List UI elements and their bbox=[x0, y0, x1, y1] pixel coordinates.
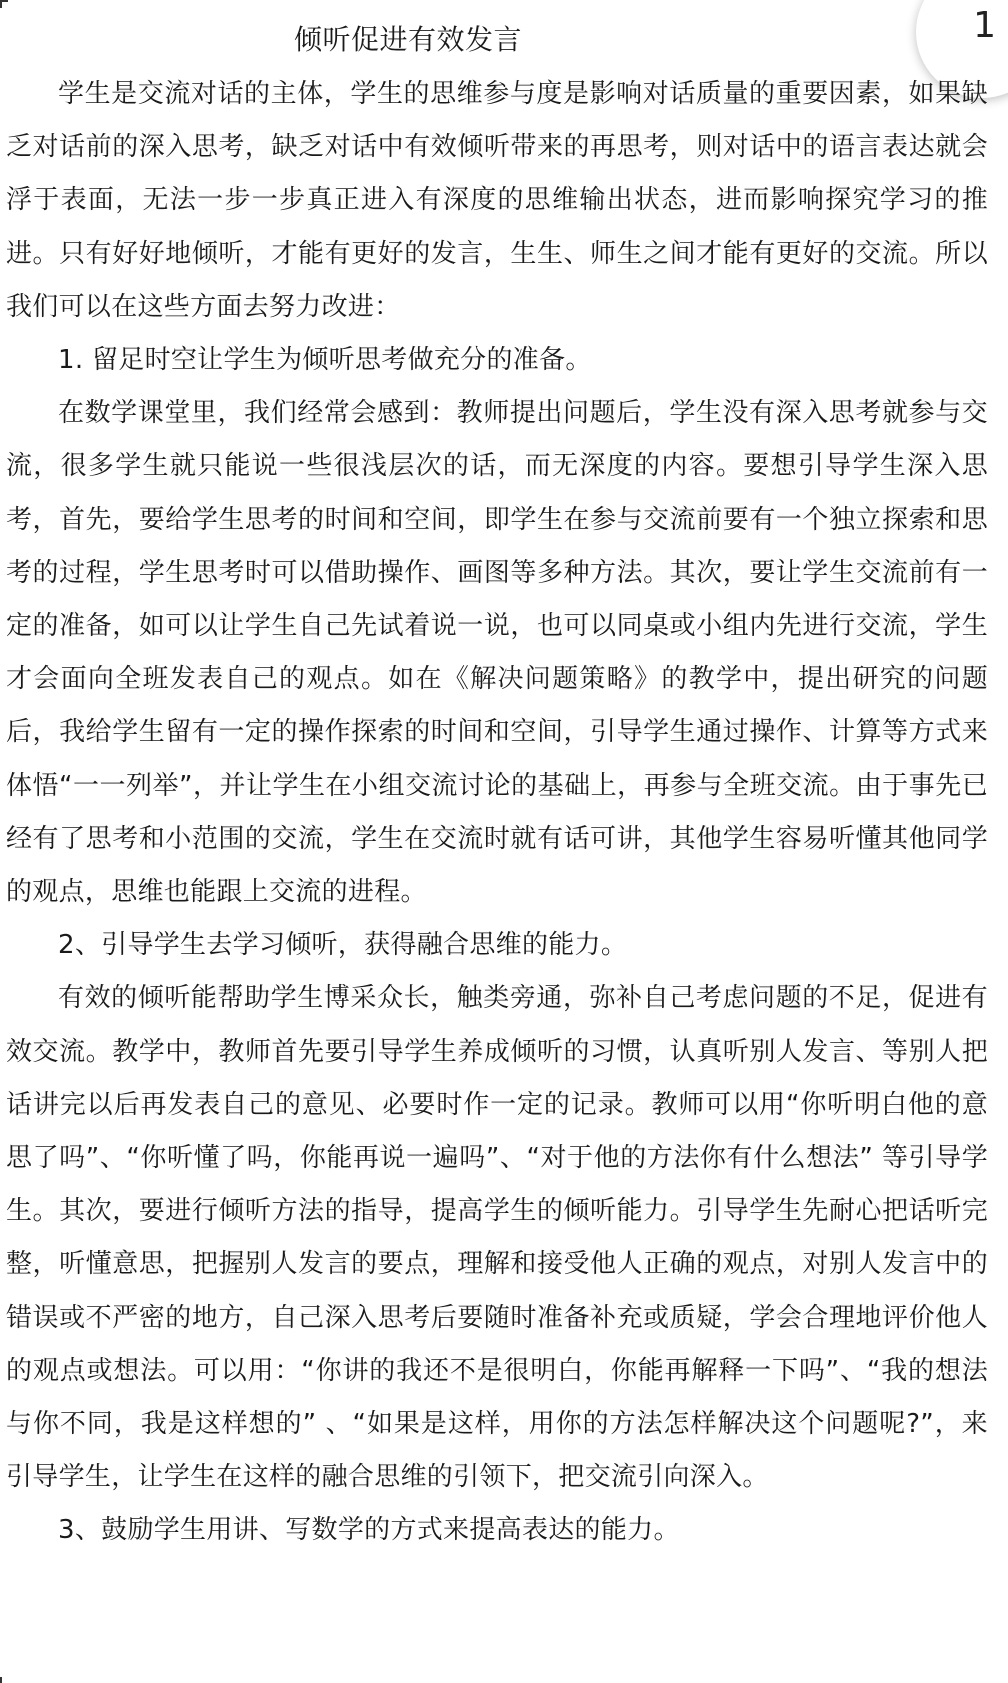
page-number: 1 bbox=[973, 5, 996, 46]
bottom-crop-mark bbox=[0, 1677, 8, 1683]
document-title: 倾听促进有效发言 bbox=[293, 23, 522, 56]
paragraph-section-2: 有效的倾听能帮助学生博采众长，触类旁通，弥补自己考虑问题的不足，促进有效交流。教学中，教师首先要引导学生养成倾听的习惯，认真听别人发言、等别人把话讲完以后再发表自己的意见、必要时作一定的记录。教师可以用“你听明白他的意思了吗”、“你听懂了吗，你能再说一遍吗”、“对于他的方法你有什么想法” 等引导学生。其次，要进行倾听方法的指导，提高学生的倾听能力。引导学生先耐心把话听完整，听懂意思，把握别人发言的要点，理解和接受他人正确的观点，对别人发言中的错误或不严密的地方，自己深入思考后要随时准备补充或质疑，学会合理地评价他人的观点或想法。可以用：“你讲的我还不是很明白，你能再解释一下吗”、“我的想法与你不同，我是这样想的” 、“如果是这样，用你的方法怎样解决这个问题呢?”，来引导学生，让学生在这样的融合思维的引领下，把交流引向深入。 bbox=[6, 983, 988, 1493]
corner-crop-mark bbox=[0, 0, 8, 8]
section-heading-1: 1. 留足时空让学生为倾听思考做充分的准备。 bbox=[58, 345, 592, 376]
section-heading-2: 2、引导学生去学习倾听，获得融合思维的能力。 bbox=[58, 930, 628, 961]
paragraph-section-1: 在数学课堂里，我们经常会感到：教师提出问题后，学生没有深入思考就参与交流，很多学生就只能说一些很浅层次的话，而无深度的内容。要想引导学生深入思考，首先，要给学生思考的时间和空间，即学生在参与交流前要有一个独立探索和思考的过程，学生思考时可以借助操作、画图等多种方法。其次，要让学生交流前有一定的准备，如可以让学生自己先试着说一说，也可以同桌或小组内先进行交流，学生才会面向全班发表自己的观点。如在《解决问题策略》的教学中，提出研究的问题后，我给学生留有一定的操作探索的时间和空间，引导学生通过操作、计算等方式来体悟“一一列举”，并让学生在小组交流讨论的基础上，再参与全班交流。由于事先已经有了思考和小范围的交流，学生在交流时就有话可讲，其他学生容易听懂其他同学的观点，思维也能跟上交流的进程。 bbox=[6, 398, 988, 908]
paragraph-intro: 学生是交流对话的主体，学生的思维参与度是影响对话质量的重要因素，如果缺乏对话前的深入思考，缺乏对话中有效倾听带来的再思考，则对话中的语言表达就会浮于表面，无法一步一步真正进入有深度的思维输出状态，进而影响探究学习的推进。只有好好地倾听，才能有更好的发言，生生、师生之间才能有更好的交流。所以我们可以在这些方面去努力改进： bbox=[6, 79, 988, 322]
section-heading-3: 3、鼓励学生用讲、写数学的方式来提高表达的能力。 bbox=[58, 1515, 680, 1546]
document-body bbox=[6, 68, 988, 1558]
